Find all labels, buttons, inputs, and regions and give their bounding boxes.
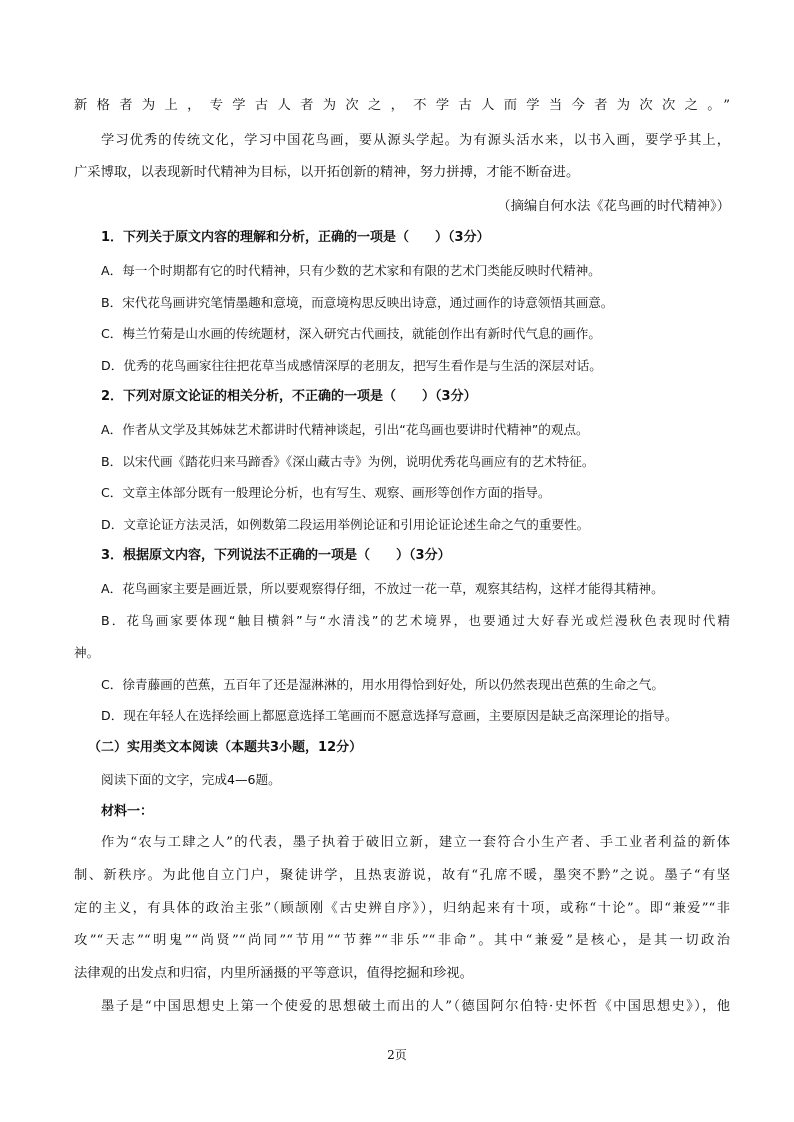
question-3-stem: 3．根据原文内容，下列说法不正确的一项是（ ）（3分） <box>101 548 451 563</box>
material-paragraph-line: 法律观的出发点和归宿，内里所涵摄的平等意识，值得挖掘和珍视。 <box>74 966 473 981</box>
material-paragraph-line: 攻”“天志”“明鬼”“尚贤”“尚同”“节用”“节葬”“非乐”“非命”。其中“兼爱”是核心，是其一切政治 <box>74 933 730 948</box>
question-2-option-b: B．以宋代画《踏花归来马蹄香》《深山藏古寺》为例，说明优秀花鸟画应有的艺术特征。 <box>101 454 595 469</box>
question-1-option-b: B．宋代花鸟画讲究笔情墨趣和意境，而意境构思反映出诗意，通过画作的诗意领悟其画意。 <box>101 295 614 310</box>
question-1-option-a: A．每一个时期都有它的时代精神，只有少数的艺术家和有限的艺术门类能反映时代精神。 <box>101 263 601 278</box>
question-1-option-d: D．优秀的花鸟画家往往把花草当成感情深厚的老朋友，把写生看作是与生活的深层对话。 <box>101 358 602 373</box>
question-2-option-d: D．文章论证方法灵活，如例数第二段运用举例论证和引用论证论述生命之气的重要性。 <box>101 517 590 532</box>
material-paragraph-line: 作为“农与工肆之人”的代表，墨子执着于破旧立新，建立一套符合小生产者、手工业者利益的新体 <box>101 835 730 850</box>
passage-source: （摘编自何水法《花鸟画的时代精神》） <box>497 199 730 214</box>
question-3-option-b-continued: 神。 <box>74 645 100 660</box>
material-paragraph-line: 制、新秩序。为此他自立门户，聚徒讲学，且热衷游说，故有“孔席不暖，墨突不黔”之说。墨子“有坚 <box>74 868 730 883</box>
passage-paragraph-line: 学习优秀的传统文化，学习中国花鸟画，要从源头学起。为有源头活水来，以书入画，要学乎其上， <box>101 133 730 148</box>
passage-end-line: 新格者为上，专学古人者为次之，不学古人而学当今者为次次之。” <box>74 98 730 113</box>
section-heading: （二）实用类文本阅读（本题共3小题，12分） <box>88 740 363 755</box>
passage-paragraph-line: 广采博取，以表现新时代精神为目标，以开拓创新的精神，努力拼搏，才能不断奋进。 <box>74 165 580 180</box>
question-2-option-c: C．文章主体部分既有一般理论分析，也有写生、观察、画形等创作方面的指导。 <box>101 485 551 500</box>
section-instruction: 阅读下面的文字，完成4—6题。 <box>101 772 281 787</box>
page-number: 2页 <box>387 1048 407 1062</box>
material-label: 材料一： <box>101 804 154 819</box>
question-3-option-c: C．徐青藤画的芭蕉，五百年了还是湿淋淋的，用水用得恰到好处，所以仍然表现出芭蕉的生命之气。 <box>101 677 664 692</box>
material-paragraph-line: 定的主义，有具体的政治主张”（顾颉刚《古史辨自序》），归纳起来有十项，或称“十论”。即“兼爱”“非 <box>74 901 730 916</box>
question-3-option-d: D．现在年轻人在选择绘画上都愿意选择工笔画而不愿意选择写意画，主要原因是缺乏高深理论的指导。 <box>101 708 678 723</box>
question-2-stem: 2．下列对原文论证的相关分析，不正确的一项是（ ）（3分） <box>101 389 477 404</box>
material-paragraph-line: 墨子是“中国思想史上第一个使爱的思想破土而出的人”（德国阿尔伯特·史怀哲《中国思想史》），他 <box>101 999 730 1014</box>
question-3-option-a: A．花鸟画家主要是画近景，所以要观察得仔细，不放过一花一草，观察其结构，这样才能得其精神。 <box>101 581 664 596</box>
question-3-option-b: B．花鸟画家要体现“触目横斜”与“水清浅”的艺术境界，也要通过大好春光或烂漫秋色表现时代精 <box>101 613 730 628</box>
question-2-option-a: A．作者从文学及其姊妹艺术都讲时代精神谈起，引出“花鸟画也要讲时代精神”的观点。 <box>101 422 589 437</box>
question-1-stem: 1．下列关于原文内容的理解和分析，正确的一项是（ ）（3分） <box>101 230 490 245</box>
question-1-option-c: C．梅兰竹菊是山水画的传统题材，深入研究古代画技，就能创作出有新时代气息的画作。 <box>101 326 601 341</box>
